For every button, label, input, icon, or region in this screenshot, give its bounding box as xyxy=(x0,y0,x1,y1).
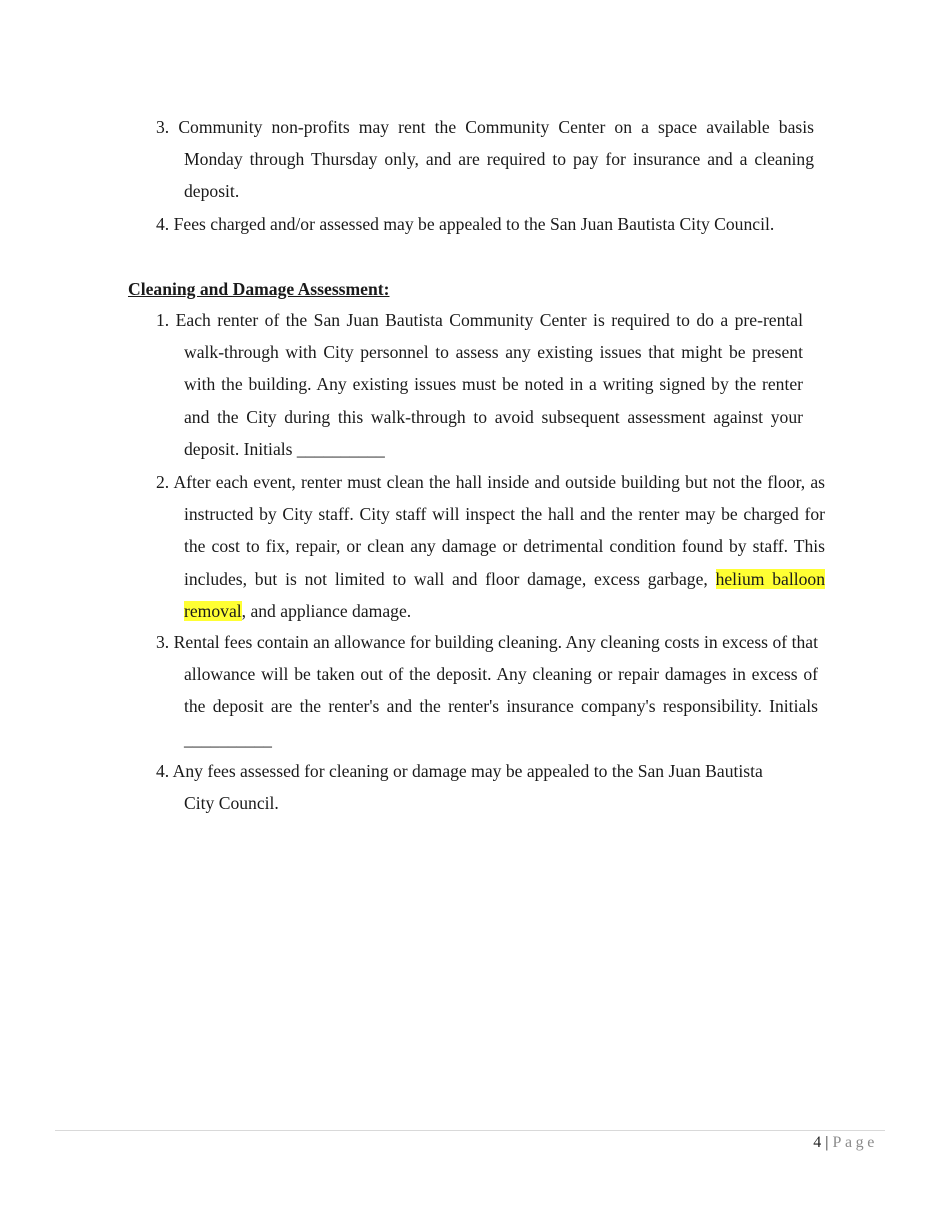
cleaning-item-2-number: 2. xyxy=(156,472,170,492)
fees-item-3-number: 3. xyxy=(156,117,170,137)
cleaning-item-1 xyxy=(156,304,803,465)
cleaning-item-2-text-after: , and appliance damage. xyxy=(241,600,412,621)
fees-item-4 xyxy=(156,208,814,240)
cleaning-item-4 xyxy=(156,755,794,819)
fees-item-3-text: Community non-profits may rent the Community Center on a space available basis Monday through Thursday only, and are required to pay for insurance and a cleaning deposit. xyxy=(178,117,814,202)
fees-item-4-number: 4. xyxy=(156,214,170,234)
page-footer xyxy=(813,1132,878,1154)
cleaning-item-2-text-before: After each event, renter must clean the hall inside and outside building but not the floor, as instructed by City staff. City staff will inspect the hall and the renter may be charged for the cost to fix, repair, or clean any damage or detrimental condition found by staff. This includes, but is not limited to wall and floor damage, excess garbage, xyxy=(173,472,825,589)
section-heading: Cleaning and Damage Assessment: xyxy=(128,279,390,299)
page-label: Page xyxy=(832,1134,878,1151)
cleaning-item-4-text: Any fees assessed for cleaning or damage may be appealed to the San Juan Bautista City Council. xyxy=(172,761,763,814)
footer-divider xyxy=(55,1130,885,1131)
cleaning-item-4-number: 4. xyxy=(156,761,170,781)
fees-item-4-text: Fees charged and/or assessed may be appealed to the San Juan Bautista City Council. xyxy=(173,214,775,234)
cleaning-item-3-text: Rental fees contain an allowance for building cleaning. Any cleaning costs in excess of that allowance will be taken out of the deposit. Any cleaning or repair damages in excess of the deposit are the renter's and the renter's insurance company's responsibility. Initials __________ xyxy=(173,632,818,749)
footer-separator: | xyxy=(825,1134,829,1151)
fees-item-3 xyxy=(156,111,814,208)
highlighted-text: helium balloon removal xyxy=(184,568,825,621)
cleaning-item-1-number: 1. xyxy=(156,310,170,330)
cleaning-item-3 xyxy=(156,626,818,755)
cleaning-item-1-text: Each renter of the San Juan Bautista Community Center is required to do a pre-rental walk-through with City personnel to assess any existing issues that might be present with the building. Any existing issues must be noted in a writing signed by the renter and the City during this walk-through to avoid subsequent assessment against your deposit. Initials __________ xyxy=(175,310,803,459)
cleaning-item-2 xyxy=(156,466,825,627)
cleaning-item-3-number: 3. xyxy=(156,632,170,652)
page-number: 4 xyxy=(813,1134,822,1151)
